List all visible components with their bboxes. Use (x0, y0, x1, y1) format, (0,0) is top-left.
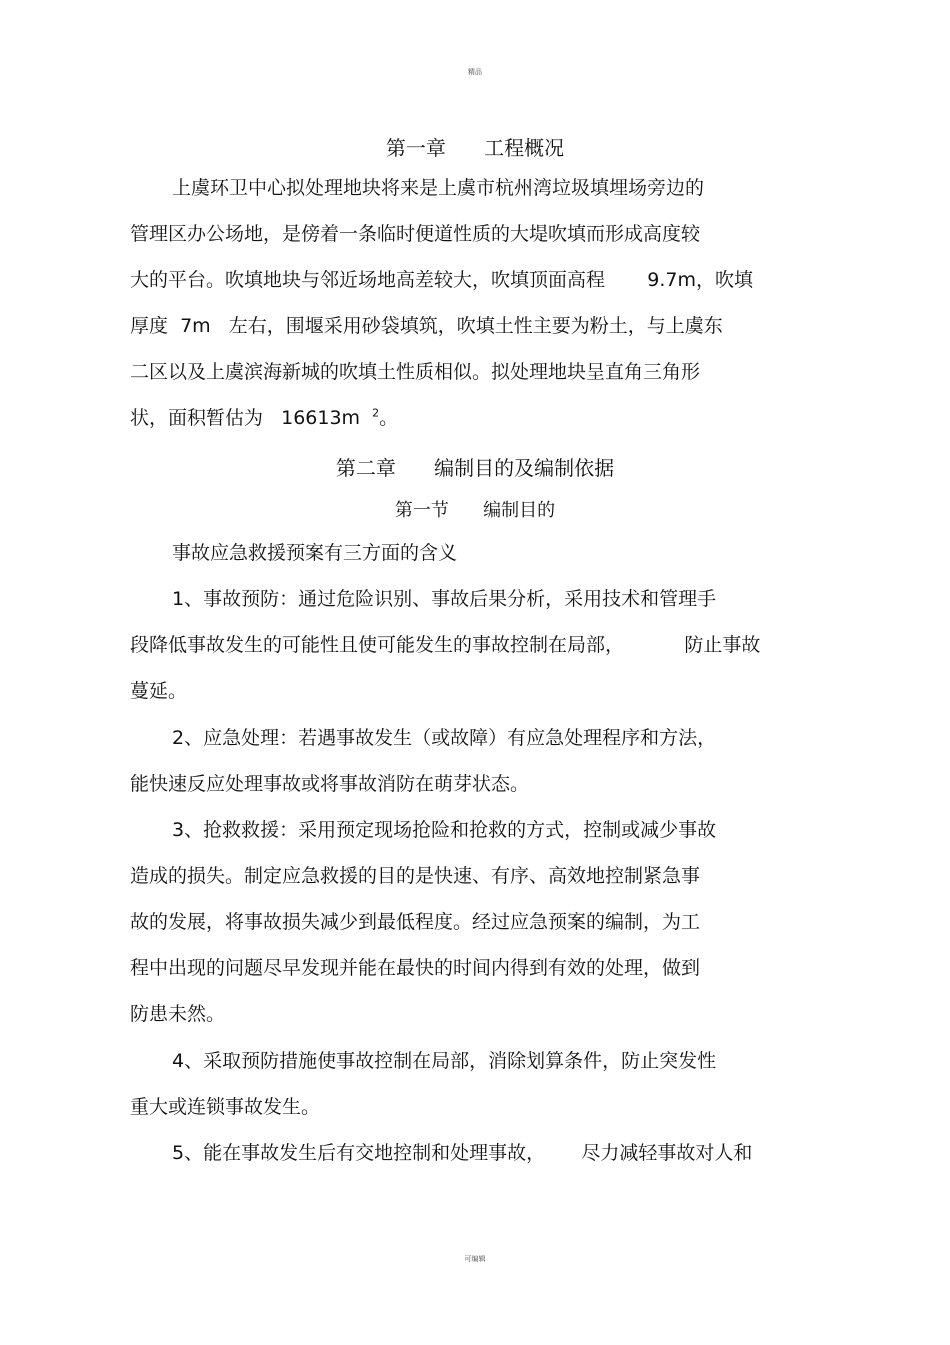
item-3-line: 造成的损失。制定应急救援的目的是快速、有序、高效地控制紧急事 (130, 865, 701, 887)
item-1-line: 1、事故预防：通过危险识别、事故后果分析，采用技术和管理手 (172, 588, 717, 610)
item-5-line: 5、能在事故发生后有交地控制和处理事故， 尽力减轻事故对人和 (172, 1142, 753, 1164)
item-1-line: 蔓延。 (130, 680, 188, 702)
section-1-title: 第一节 编制目的 (394, 500, 556, 521)
paragraph-1-line: 二区以及上虞滨海新城的吹填土性质相似。拟处理地块呈直角三角形 (130, 361, 701, 383)
item-3-line: 3、抢救救援：采用预定现场抢险和抢救的方式，控制或减少事故 (172, 819, 717, 841)
item-4-line: 重大或连锁事故发生。 (130, 1096, 321, 1118)
item-2-line: 2、应急处理：若遇事故发生（或故障）有应急处理程序和方法， (172, 727, 717, 749)
paragraph-1-line: 管理区办公场地，是傍着一条临时便道性质的大堤吹填而形成高度较 (130, 223, 701, 245)
paragraph-1-line: 上虞环卫中心拟处理地块将来是上虞市杭州湾垃圾填埋场旁边的 (172, 177, 705, 199)
paragraph-1-line: 大的平台。吹填地块与邻近场地高差较大，吹填顶面高程 9.7m，吹填 (130, 269, 754, 291)
area-end-punctuation: 。 (379, 407, 399, 429)
item-3-line: 故的发展，将事故损失减少到最低程度。经过应急预案的编制，为工 (130, 911, 701, 933)
paragraph-1-line: 厚度 7m 左右，围堰采用砂袋填筑，吹填土性主要为粉土，与上虞东 (130, 315, 723, 337)
chapter-2-title: 第二章 编制目的及编制依据 (335, 456, 615, 480)
footer-mark: 可编辑 (464, 1255, 486, 1263)
intro-line: 事故应急救援预案有三方面的含义 (172, 542, 458, 564)
chapter-1-title: 第一章 工程概况 (385, 136, 565, 160)
area-text: 状，面积暂估为 16613m (130, 407, 373, 429)
item-2-line: 能快速反应处理事故或将事故消防在萌芽状态。 (130, 773, 530, 795)
paragraph-1-last-line (130, 406, 398, 430)
item-4-line: 4、采取预防措施使事故控制在局部，消除划算条件，防止突发性 (172, 1050, 717, 1072)
area-unit-superscript: 2 (372, 406, 380, 420)
item-3-line: 程中出现的问题尽早发现并能在最快的时间内得到有效的处理，做到 (130, 957, 701, 979)
item-3-line: 防患未然。 (130, 1003, 226, 1025)
item-1-line: 段降低事故发生的可能性且使可能发生的事故控制在局部， 防止事故 (130, 634, 761, 656)
header-mark: 精品 (468, 68, 482, 76)
